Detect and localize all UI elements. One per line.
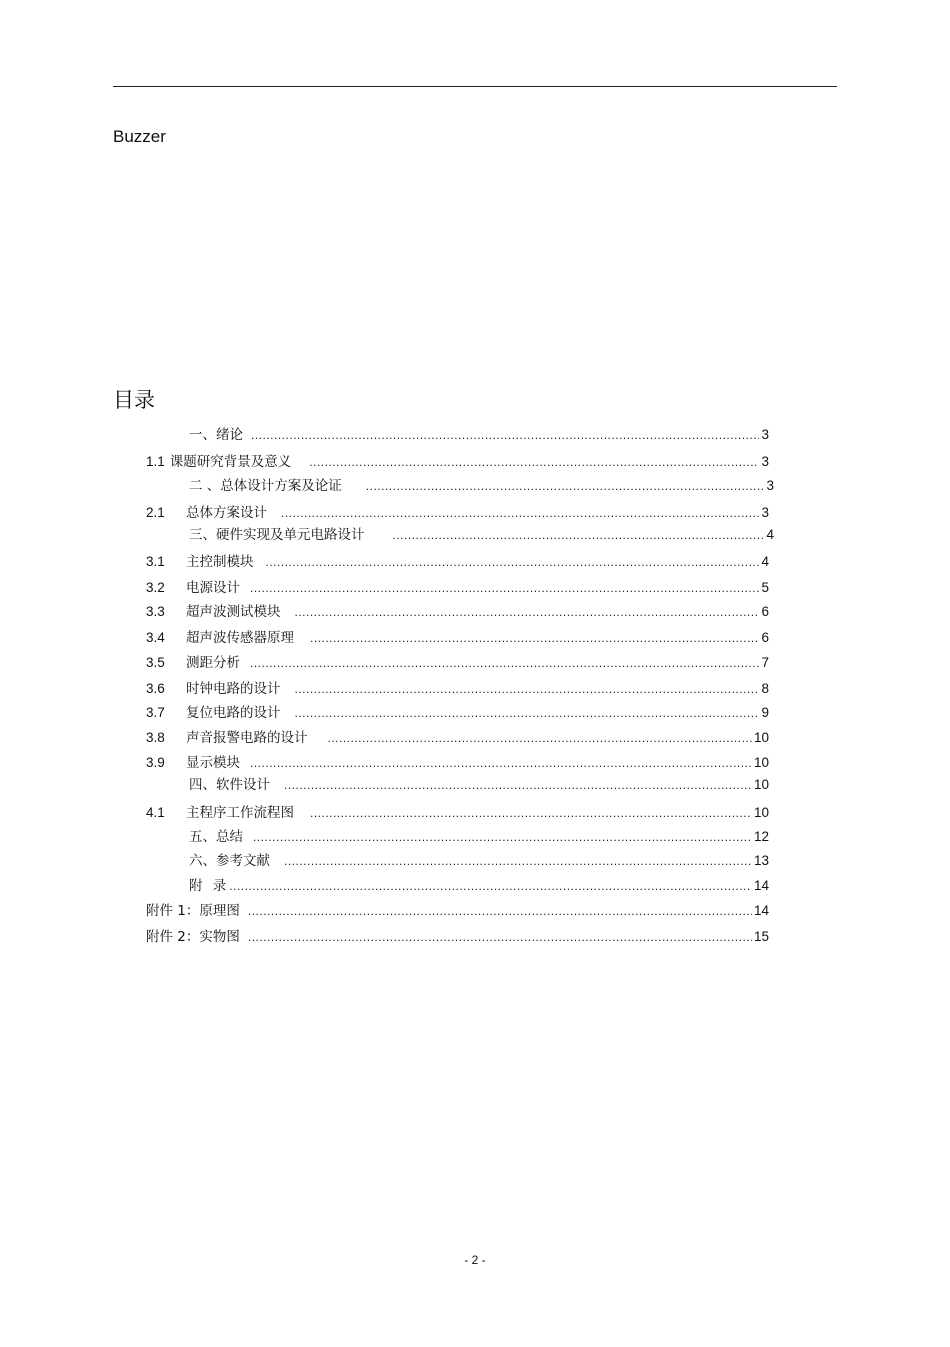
toc-leader	[248, 902, 752, 920]
toc-entry-3-5[interactable]	[146, 654, 769, 672]
toc-entry-3-1[interactable]	[146, 553, 769, 571]
toc-leader	[284, 776, 752, 794]
toc-entry-number: 2.1	[146, 505, 165, 520]
toc-entry-2[interactable]	[189, 477, 774, 495]
toc-leader	[229, 877, 752, 895]
toc-entry-title: 主程序工作流程图	[186, 805, 294, 821]
toc-entry-number: 3.9	[146, 755, 165, 770]
toc-leader	[281, 504, 759, 522]
toc-leader	[250, 579, 759, 597]
toc-entry-title: 声音报警电路的设计	[186, 730, 308, 746]
toc-leader	[248, 928, 752, 946]
toc-leader	[366, 477, 765, 495]
toc-entry-page: 3	[761, 454, 769, 469]
toc-leader	[251, 426, 759, 444]
toc-leader	[295, 603, 760, 621]
toc-entry-4[interactable]	[189, 776, 769, 794]
toc-entry-title: 二 、总体设计方案及论证	[189, 478, 342, 494]
toc-leader	[328, 729, 752, 747]
toc-entry-page: 3	[761, 427, 769, 442]
toc-entry-number: 1.1	[146, 454, 165, 469]
toc-entry-page: 15	[753, 929, 769, 944]
toc-entry-page: 12	[753, 829, 769, 844]
toc-entry-page: 9	[761, 705, 769, 720]
toc-entry-2-1[interactable]	[146, 504, 769, 522]
toc-entry-page: 4	[761, 554, 769, 569]
toc-entry-title: 超声波传感器原理	[186, 630, 294, 646]
page-number: - 2 -	[464, 1253, 486, 1267]
toc-entry-5[interactable]	[189, 828, 769, 846]
toc-entry-page: 6	[761, 604, 769, 619]
toc-entry-title: 附件 2：实物图	[146, 929, 240, 945]
toc-entry-number: 3.8	[146, 730, 165, 745]
toc-entry-page: 10	[753, 777, 769, 792]
toc-entry-title: 电源设计	[186, 580, 240, 596]
toc-entry-title: 一、绪论	[189, 427, 243, 443]
toc-leader	[310, 804, 752, 822]
toc-entry-page: 14	[753, 903, 769, 918]
toc-entry-number: 4.1	[146, 805, 165, 820]
toc-entry-page: 10	[753, 755, 769, 770]
toc-entry-number: 3.2	[146, 580, 165, 595]
toc-entry-3-3[interactable]	[146, 603, 769, 621]
toc-entry-page: 5	[761, 580, 769, 595]
toc-entry-page: 13	[753, 853, 769, 868]
toc-leader	[393, 526, 765, 544]
toc-leader	[309, 453, 759, 471]
toc-entry-1[interactable]	[189, 426, 769, 444]
toc-leader	[253, 828, 752, 846]
toc-entry-3-7[interactable]	[146, 704, 769, 722]
toc-leader	[295, 704, 760, 722]
toc-entry-attachment-2[interactable]	[146, 928, 769, 946]
toc-entry-page: 3	[761, 505, 769, 520]
toc-entry-3-2[interactable]	[146, 579, 769, 597]
toc-entry-4-1[interactable]	[146, 804, 769, 822]
toc-entry-title: 课题研究背景及意义	[169, 454, 292, 470]
toc-entry-6[interactable]	[189, 852, 769, 870]
toc-entry-title: 六、参考文献	[189, 853, 270, 869]
toc-entry-title: 主控制模块	[186, 554, 254, 570]
toc-entry-title: 四、软件设计	[189, 777, 270, 793]
toc-entry-page: 8	[761, 681, 769, 696]
toc-entry-title: 附件 1：原理图	[146, 903, 240, 919]
toc-entry-title: 三、硬件实现及单元电路设计	[189, 527, 365, 543]
toc-entry-1-1[interactable]	[146, 453, 769, 471]
toc-leader	[250, 754, 752, 772]
toc-entry-attachment-1[interactable]	[146, 902, 769, 920]
toc-leader	[295, 680, 760, 698]
toc-entry-page: 6	[761, 630, 769, 645]
toc-entry-appendix[interactable]	[189, 877, 769, 895]
toc-entry-title: 显示模块	[186, 755, 240, 771]
toc-entry-title: 五、总结	[189, 829, 243, 845]
keyword-text: Buzzer	[113, 127, 166, 146]
toc-leader	[250, 654, 759, 672]
toc-entry-page: 10	[753, 730, 769, 745]
toc-entry-title: 测距分析	[186, 655, 240, 671]
toc-entry-number: 3.7	[146, 705, 165, 720]
toc-entry-page: 3	[766, 478, 774, 493]
toc-entry-3-8[interactable]	[146, 729, 769, 747]
toc-heading: 目录	[113, 388, 155, 412]
toc-entry-number: 3.3	[146, 604, 165, 619]
toc-entry-number: 3.4	[146, 630, 165, 645]
toc-entry-page: 7	[761, 655, 769, 670]
toc-leader	[266, 553, 760, 571]
toc-entry-page: 10	[753, 805, 769, 820]
toc-entry-3-6[interactable]	[146, 680, 769, 698]
toc-entry-title: 附 录	[189, 878, 230, 894]
toc-entry-number: 3.6	[146, 681, 165, 696]
toc-entry-3-4[interactable]	[146, 629, 769, 647]
toc-entry-3[interactable]	[189, 526, 774, 544]
toc-entry-title: 复位电路的设计	[186, 705, 281, 721]
toc-entry-number: 3.5	[146, 655, 165, 670]
toc-entry-title: 时钟电路的设计	[186, 681, 281, 697]
toc-leader	[310, 629, 759, 647]
toc-entry-title: 总体方案设计	[186, 505, 267, 521]
toc-entry-page: 14	[753, 878, 769, 893]
toc-leader	[284, 852, 752, 870]
toc-entry-page: 4	[766, 527, 774, 542]
toc-entry-3-9[interactable]	[146, 754, 769, 772]
toc-entry-number: 3.1	[146, 554, 165, 569]
toc-entry-title: 超声波测试模块	[186, 604, 281, 620]
